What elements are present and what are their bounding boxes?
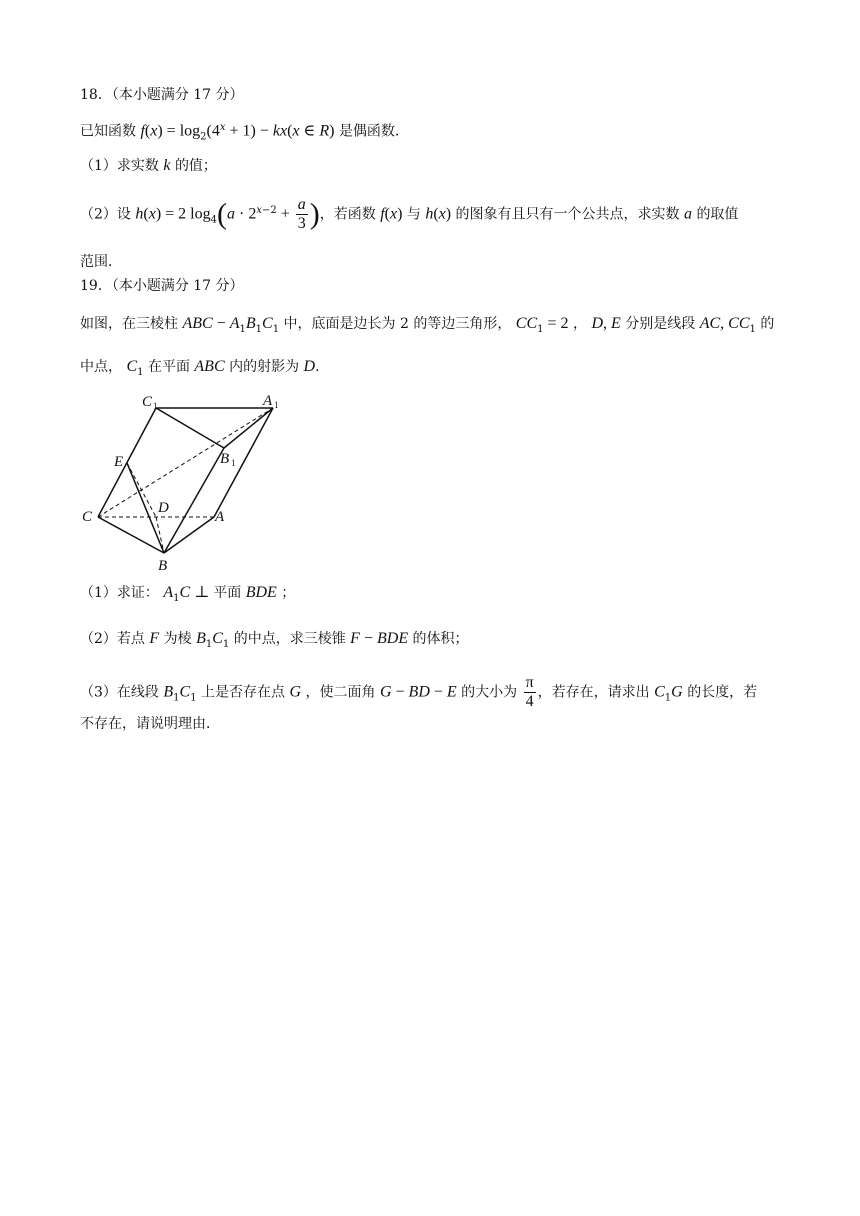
q19-stem2-c: 内的射影为 (229, 359, 300, 375)
q19-part3-mid4: ，若存在，请求出 (537, 684, 650, 701)
label-A1: A (263, 393, 273, 409)
q19-part3-suffix: 的长度，若 (687, 684, 758, 701)
q19-stem2-b: 在平面 (147, 359, 190, 375)
q18-part2-suffix: 的取值 (696, 206, 739, 223)
q19-part1-mid: 平面 (213, 585, 242, 601)
prism-figure (78, 390, 308, 575)
q18-header: 18．（本小题满分 17 分） (80, 87, 244, 103)
q19-stem1-a: 如图，在三棱柱 (80, 316, 178, 332)
q18-part1-suffix: 的值； (174, 158, 217, 174)
q19-part3-mid3: 的大小为 (461, 684, 518, 701)
label-C1: C (142, 394, 153, 410)
q18-part2: （2）设 h(x) = 2 $\log_4(a \cdot 2^{x-2}$ + $\frac{a}{3}$ )，若函数 f(x) 与 h(x) 的图象有且只有一个公共点，求实数 a 的取值 (80, 196, 739, 232)
q19-stem1-c: ， (572, 316, 587, 332)
q18-part1 (80, 156, 217, 176)
q19-part2-mid2: 的中点，求三棱锥 (233, 631, 346, 647)
q19-stem-line2: 中点， $C_1$ 在平面 ABC 内的射影为 D． (80, 358, 330, 378)
q19-part3: （3）在线段 $B_1C_1$ 上是否存在点 G ，使二面角 G − BD − E 的大小为 $\frac{\pi}{4}$ ，若存在，请求出 $C_1G$ 的长度，若 (80, 674, 758, 710)
q19-part3-prefix: （3）在线段 (80, 684, 159, 701)
label-B1-sub: 1 (231, 458, 236, 468)
q19-part3-mid1: 上是否存在点 (201, 684, 286, 701)
q18-part2-mid1: ，若函数 (319, 206, 376, 223)
q18-var-k: k (163, 157, 171, 174)
q19-part1: （1）求证： $A_1C$ ⊥ 平面 BDE ； (80, 584, 296, 604)
q18-stem-suffix: 是偶函数． (338, 123, 409, 140)
q19-part3-mid2: ，使二面角 (305, 684, 376, 701)
q19-part3-continued: 不存在，请说明理由． (80, 716, 220, 732)
q19-stem-line1: 如图，在三棱柱 ABC − $A_1B_1C_1$ 中，底面是边长为 2 的等边三角形， $CC_1 = 2$ ， D, E 分别是线段 AC, $CC_1$ 的 (80, 315, 775, 335)
q19-stem2-a: 中点， (80, 359, 122, 375)
label-C1-sub: 1 (153, 401, 158, 411)
q19-stem1-e: 的 (760, 316, 775, 332)
q19-part2-prefix: （2）若点 (80, 631, 145, 647)
q18-part2-continued: 范围． (80, 254, 122, 270)
label-A: A (215, 509, 225, 525)
q18-stem: 已知函数 $f(x) = \log_2(4^x + 1) - kx(x$ ∈ R) 是偶函数． (80, 122, 409, 143)
q18-part2-prefix: （2）设 (80, 206, 131, 223)
label-D: D (158, 500, 169, 516)
q19-part1-prefix: （1）求证： (80, 585, 159, 601)
q19-part2-suffix: 的体积； (412, 631, 469, 647)
q19-stem1-b: 中，底面是边长为 2 的等边三角形， (283, 316, 512, 332)
label-B: B (158, 558, 168, 574)
label-A1-sub: 1 (274, 400, 279, 410)
q19-stem1-d: 分别是线段 (625, 316, 696, 332)
q19-part2-mid1: 为棱 (163, 631, 192, 647)
label-C: C (82, 509, 93, 525)
q19-header: 19．（本小题满分 17 分） (80, 278, 244, 294)
q18-part1-prefix: （1）求实数 (80, 158, 159, 174)
q19-part2: （2）若点 F 为棱 $B_1C_1$ 的中点，求三棱锥 F − BDE 的体积； (80, 630, 469, 650)
q18-part2-mid2: 与 (406, 206, 421, 223)
label-E: E (114, 454, 124, 470)
q18-part2-mid3: 的图象有且只有一个公共点，求实数 (455, 206, 680, 223)
q19-part1-suffix: ； (281, 585, 296, 601)
label-B1: B (220, 451, 230, 467)
q18-var-a: a (683, 205, 692, 223)
q18-stem-prefix: 已知函数 (80, 123, 136, 140)
q19-stem2-d: ． (315, 359, 330, 375)
